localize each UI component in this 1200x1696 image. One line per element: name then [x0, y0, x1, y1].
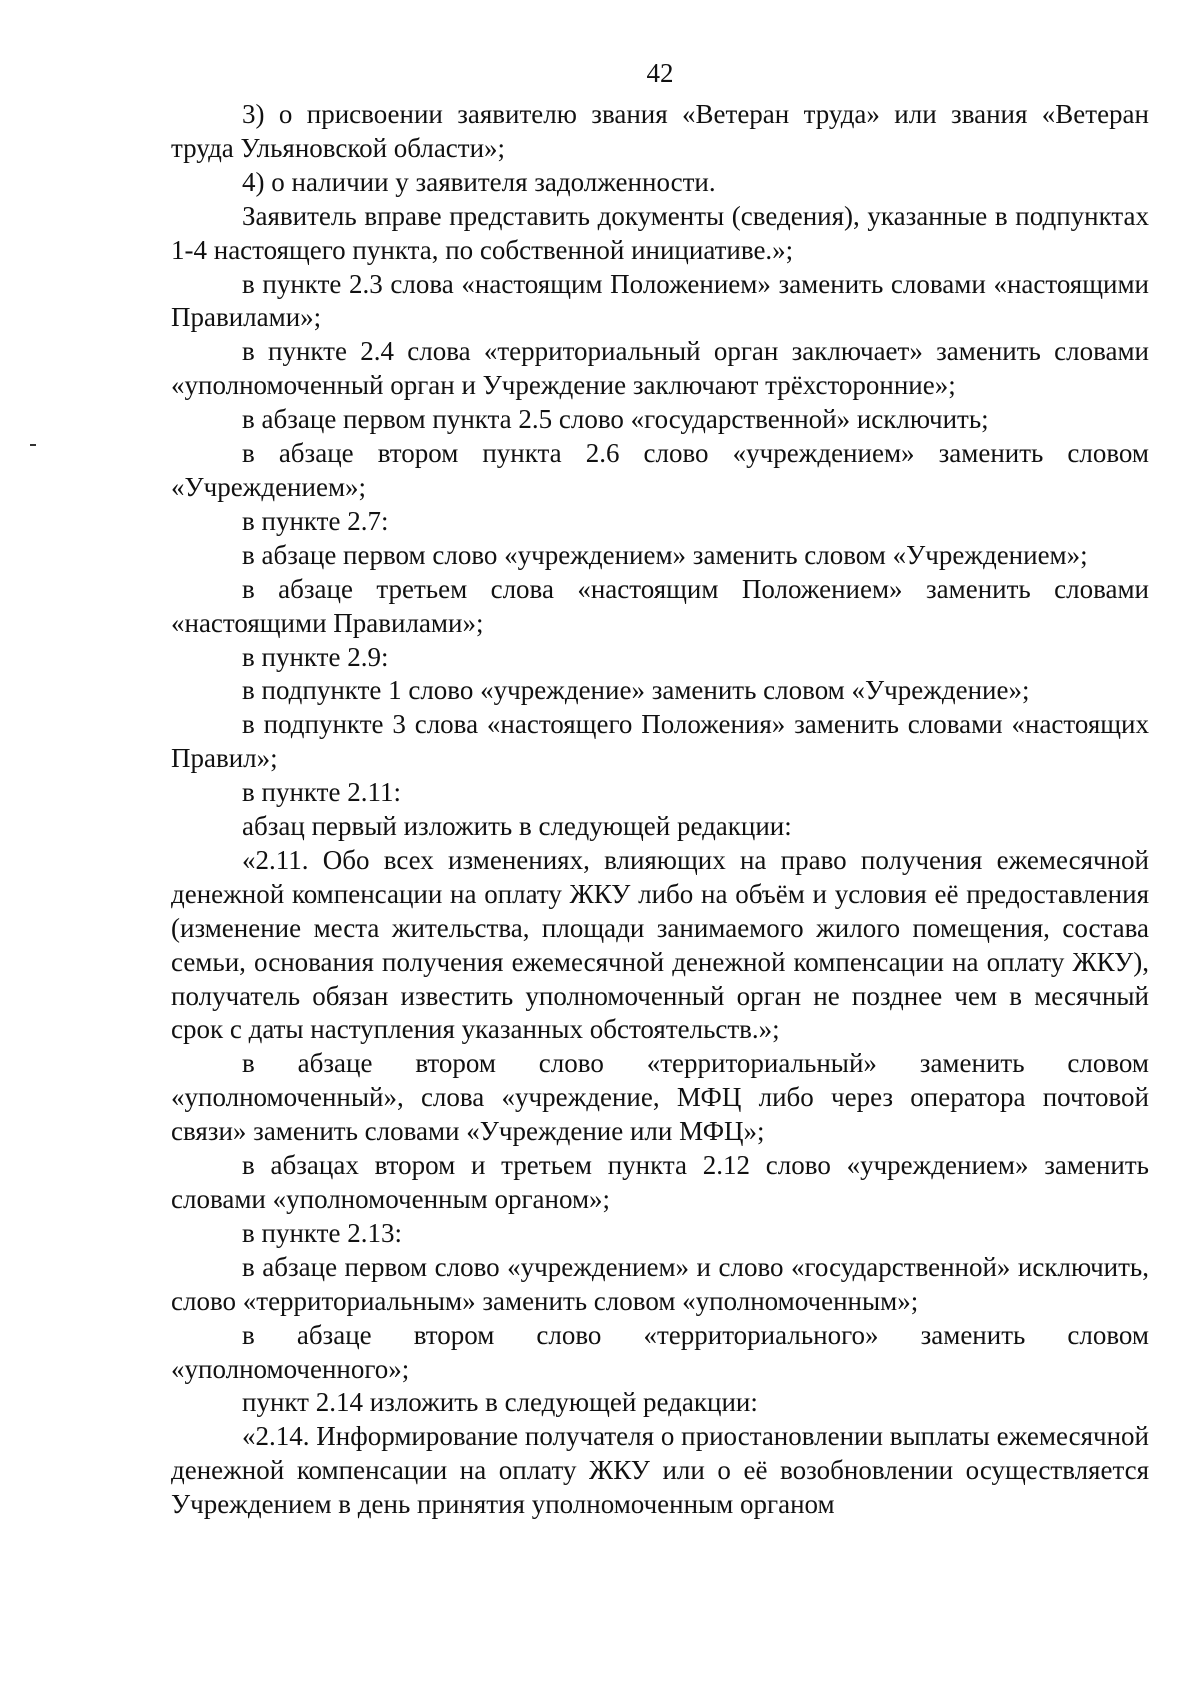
paragraph: в абзаце третьем слова «настоящим Положением» заменить словами «настоящими Правилами»;	[171, 573, 1149, 638]
paragraph: в пункте 2.11:	[242, 777, 401, 808]
paragraph: пункт 2.14 изложить в следующей редакции:	[242, 1387, 758, 1418]
document-body	[171, 98, 1149, 1522]
paragraph: в абзаце втором пункта 2.6 слово «учреждением» заменить словом «Учреждением»;	[171, 438, 1149, 502]
paragraph: в абзаце первом слово «учреждением» и слово «государственной» исключить, слово «территориальным» заменить словом «уполномоченным»;	[171, 1251, 1149, 1316]
paragraph: 4) о наличии у заявителя задолженности.	[242, 166, 716, 197]
paragraph: 3) о присвоении заявителю звания «Ветеран труда» или звания «Ветеран труда Ульяновской области»;	[171, 99, 1149, 163]
paragraph: в абзацах втором и третьем пункта 2.12 слово «учреждением» заменить словами «уполномоченным органом»;	[171, 1150, 1149, 1214]
paragraph: абзац первый изложить в следующей редакции:	[242, 811, 792, 842]
paragraph: в абзаце втором слово «территориальный» заменить словом «уполномоченный», слова «учреждение, МФЦ либо через оператора почтовой связи» заменить словами «Учреждение или МФЦ»;	[171, 1048, 1149, 1147]
scan-mark	[30, 444, 36, 446]
paragraph: «2.14. Информирование получателя о приостановлении выплаты ежемесячной денежной компенсации на оплату ЖКУ или о её возобновлении осуществляется Учреждением в день принятия уполномоченным органом	[171, 1421, 1149, 1520]
paragraph: в пункте 2.7:	[242, 505, 389, 536]
paragraph: в пункте 2.4 слова «территориальный орган заключает» заменить словами «уполномоченный орган и Учреждение заключают трёхсторонние»;	[171, 336, 1149, 401]
paragraph: в пункте 2.13:	[242, 1217, 402, 1248]
paragraph: в подпункте 3 слова «настоящего Положения» заменить словами «настоящих Правил»;	[171, 709, 1149, 774]
paragraph: Заявитель вправе представить документы (сведения), указанные в подпунктах 1-4 настоящего пункта, по собственной инициативе.»;	[171, 200, 1149, 265]
paragraph: в пункте 2.9:	[242, 641, 389, 672]
paragraph: в пункте 2.3 слова «настоящим Положением» заменить словами «настоящими Правилами»;	[171, 268, 1149, 333]
page-number: 42	[646, 58, 674, 88]
paragraph: в абзаце втором слово «территориального» заменить словом «уполномоченного»;	[171, 1319, 1149, 1384]
paragraph: в подпункте 1 слово «учреждение» заменить словом «Учреждение»;	[242, 675, 1030, 706]
paragraph: в абзаце первом пункта 2.5 слово «государственной» исключить;	[242, 404, 989, 435]
paragraph: в абзаце первом слово «учреждением» заменить словом «Учреждением»;	[242, 539, 1088, 570]
paragraph: «2.11. Обо всех изменениях, влияющих на право получения ежемесячной денежной компенсации на оплату ЖКУ либо на объём и условия её предоставления (изменение места жительства, площади занимаемого жилого помещения, состава семьи, основания получения ежемесячной денежной компенсации на оплату ЖКУ), получатель обязан известить уполномоченный орган не позднее чем в месячный срок с даты наступления указанных обстоятельств.»;	[171, 844, 1149, 1045]
